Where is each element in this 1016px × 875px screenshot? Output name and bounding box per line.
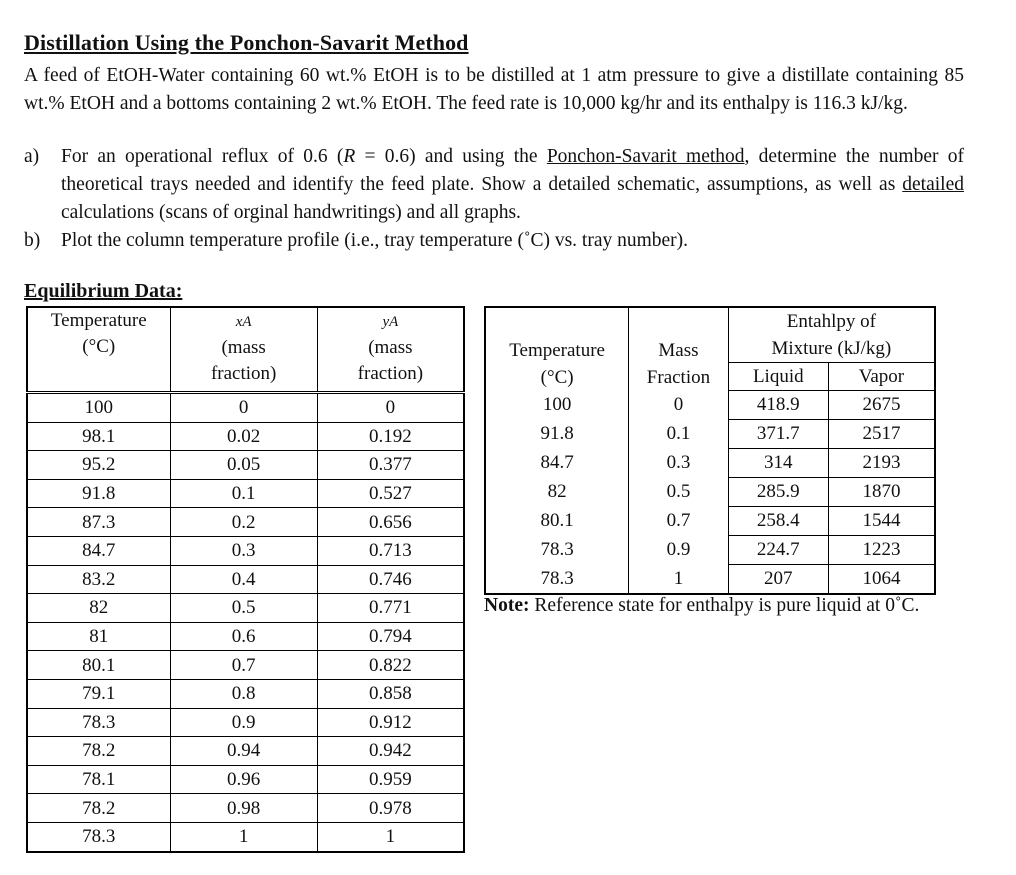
table-cell: 1 (317, 822, 464, 851)
table-row (27, 679, 464, 708)
table-cell: 100 (27, 393, 170, 423)
table-cell: 314 (728, 449, 828, 478)
table-row (27, 422, 464, 451)
question-b-label: b) (24, 230, 41, 251)
table-cell: 2517 (828, 420, 935, 449)
table-cell: 0.94 (170, 737, 317, 766)
table-row (27, 393, 464, 423)
table-cell: 0.96 (170, 765, 317, 794)
en-col-mass-fraction: Mass Fraction (629, 307, 728, 391)
table-cell: 80.1 (27, 651, 170, 680)
table-row (485, 449, 935, 478)
table-cell: 0.9 (170, 708, 317, 737)
table-cell: 2675 (828, 391, 935, 420)
table-cell: 258.4 (728, 507, 828, 536)
table-row (485, 391, 935, 420)
eq-col-temperature: Temperature (°C) (27, 307, 170, 393)
table-cell: 0.98 (170, 794, 317, 823)
equilibrium-heading: Equilibrium Data: (24, 280, 183, 302)
table-cell: 80.1 (485, 507, 629, 536)
table-cell: 0.3 (629, 449, 728, 478)
table-cell: 0.771 (317, 594, 464, 623)
table-cell: 0.1 (170, 479, 317, 508)
eq-col-y: yA (mass fraction) (317, 307, 464, 393)
table-cell: 0.8 (170, 679, 317, 708)
table-cell: 2193 (828, 449, 935, 478)
table-row (27, 622, 464, 651)
problem-statement: A feed of EtOH-Water containing 60 wt.% EtOH is to be distilled at 1 atm pressure to give a distillate containing 85 wt.% EtOH and a bottoms containing 2 wt.% EtOH. The feed rate is 10,000 kg/hr and its enthalpy is 116.3 kJ/kg. (24, 65, 964, 114)
table-cell: 78.2 (27, 737, 170, 766)
table-cell: 1223 (828, 536, 935, 565)
table-cell: 0 (317, 393, 464, 423)
table-cell: 0.912 (317, 708, 464, 737)
table-cell: 1870 (828, 478, 935, 507)
table-row (27, 822, 464, 851)
table-row (27, 708, 464, 737)
table-row (27, 794, 464, 823)
table-row (27, 651, 464, 680)
table-row (27, 565, 464, 594)
table-row (27, 479, 464, 508)
table-row (485, 536, 935, 565)
enthalpy-table-body (485, 391, 935, 595)
table-cell: 91.8 (27, 479, 170, 508)
table-cell: 81 (27, 622, 170, 651)
table-cell: 0.6 (170, 622, 317, 651)
table-cell: 95.2 (27, 451, 170, 480)
table-cell: 0.942 (317, 737, 464, 766)
table-cell: 84.7 (485, 449, 629, 478)
table-cell: 0.746 (317, 565, 464, 594)
table-cell: 0.7 (629, 507, 728, 536)
detailed-underlined: detailed (902, 174, 964, 195)
table-cell: 0.4 (170, 565, 317, 594)
table-cell: 0.656 (317, 508, 464, 537)
table-cell: 82 (485, 478, 629, 507)
table-cell: 1544 (828, 507, 935, 536)
table-cell: 0.5 (170, 594, 317, 623)
table-cell: 78.3 (27, 822, 170, 851)
table-cell: 98.1 (27, 422, 170, 451)
table-row (27, 594, 464, 623)
table-cell: 0.377 (317, 451, 464, 480)
table-cell: 1 (170, 822, 317, 851)
table-cell: 0.822 (317, 651, 464, 680)
table-row (27, 737, 464, 766)
table-row (485, 507, 935, 536)
note-text: Reference state for enthalpy is pure liquid at 0˚C. (529, 595, 920, 616)
table-cell: 0.3 (170, 536, 317, 565)
table-cell: 224.7 (728, 536, 828, 565)
table-cell: 285.9 (728, 478, 828, 507)
page-title: Distillation Using the Ponchon-Savarit Method (24, 30, 469, 55)
table-cell: 78.1 (27, 765, 170, 794)
table-cell: 207 (728, 565, 828, 595)
table-row (485, 565, 935, 595)
table-cell: 91.8 (485, 420, 629, 449)
table-row (27, 765, 464, 794)
equilibrium-table-body (27, 393, 464, 852)
question-list (24, 143, 964, 255)
table-cell: 0 (170, 393, 317, 423)
table-cell: 79.1 (27, 679, 170, 708)
table-cell: 0.794 (317, 622, 464, 651)
table-cell: 0.978 (317, 794, 464, 823)
eq-col-x: xA (mass fraction) (170, 307, 317, 393)
table-cell: 0.1 (629, 420, 728, 449)
note-label: Note: (484, 595, 530, 616)
en-col-enthalpy-group: Entahlpy of Mixture (kJ/kg) (728, 307, 935, 363)
table-cell: 0 (629, 391, 728, 420)
table-cell: 1064 (828, 565, 935, 595)
table-row (485, 478, 935, 507)
question-a-label: a) (24, 146, 40, 167)
question-a (24, 143, 964, 227)
method-underlined: Ponchon-Savarit method (546, 146, 745, 167)
table-row (27, 536, 464, 565)
table-cell: 418.9 (728, 391, 828, 420)
table-cell: 78.3 (27, 708, 170, 737)
en-col-vapor: Vapor (828, 363, 935, 391)
table-cell: 78.3 (485, 536, 629, 565)
en-col-liquid: Liquid (728, 363, 828, 391)
table-cell: 0.05 (170, 451, 317, 480)
table-cell: 0.02 (170, 422, 317, 451)
table-row (485, 420, 935, 449)
enthalpy-table-header-row1 (485, 307, 935, 363)
table-cell: 1 (629, 565, 728, 595)
enthalpy-table (484, 306, 936, 595)
table-cell: 78.2 (27, 794, 170, 823)
table-row (27, 451, 464, 480)
equilibrium-table-header (27, 307, 464, 393)
table-cell: 0.2 (170, 508, 317, 537)
table-cell: 0.713 (317, 536, 464, 565)
table-cell: 84.7 (27, 536, 170, 565)
reference-note (484, 592, 960, 619)
table-cell: 0.7 (170, 651, 317, 680)
table-cell: 0.9 (629, 536, 728, 565)
en-col-temperature: Temperature (°C) (485, 307, 629, 391)
table-cell: 0.5 (629, 478, 728, 507)
equilibrium-table (26, 306, 465, 853)
table-cell: 83.2 (27, 565, 170, 594)
question-a-text: For an operational reflux of 0.6 (R = 0.6) and using the Ponchon-Savarit method, determine the number of theoretical trays needed and identify the feed plate. Show a detailed schematic, assumptions, as well as detailed calculations (scans of orginal handwritings) and all graphs. (61, 146, 964, 223)
table-cell: 87.3 (27, 508, 170, 537)
table-cell: 78.3 (485, 565, 629, 595)
table-cell: 0.959 (317, 765, 464, 794)
table-cell: 0.858 (317, 679, 464, 708)
table-cell: 0.192 (317, 422, 464, 451)
question-b (24, 227, 964, 255)
table-cell: 100 (485, 391, 629, 420)
table-cell: 82 (27, 594, 170, 623)
table-row (27, 508, 464, 537)
table-cell: 0.527 (317, 479, 464, 508)
question-b-text: Plot the column temperature profile (i.e., tray temperature (˚C) vs. tray number). (61, 230, 689, 251)
table-cell: 371.7 (728, 420, 828, 449)
